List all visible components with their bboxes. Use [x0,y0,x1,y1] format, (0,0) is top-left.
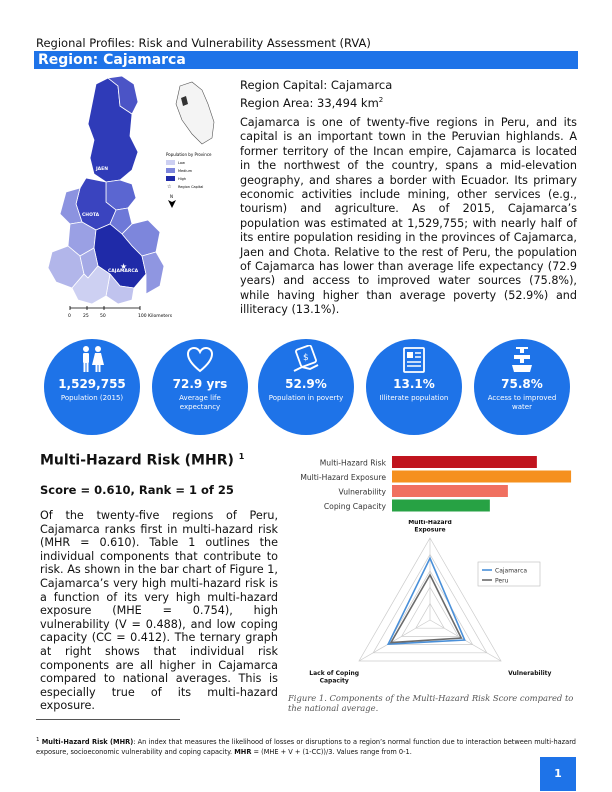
bar-vulnerability [392,485,508,497]
ternary-axis-label: Vulnerability [508,670,552,677]
running-header: Regional Profiles: Risk and Vulnerability Assessment (RVA) [36,36,371,50]
ternary-axis-label: Lack of Coping [309,670,360,677]
legend-label-high: High [178,177,187,181]
people-icon [78,345,106,375]
footnote-formula-term: MHR [234,747,252,756]
province-map-svg [36,74,236,322]
score-line: Score = 0.610, Rank = 1 of 25 [40,483,234,497]
footnote [36,736,576,757]
figure-caption: Figure 1. Components of the Multi-Hazard Risk Score compared to the national average. [288,693,574,713]
ternary-axis-label: Capacity [319,677,349,685]
region-area-unit-sup: 2 [378,96,384,104]
bar-coping-capacity [392,500,490,512]
region-map [36,74,236,322]
scale-label-0: 0 [68,314,71,319]
map-label-chota: CHOTA [82,213,100,218]
legend-star-icon: ☆ [167,184,172,190]
map-legend-title: Population by Province [166,152,212,157]
ternary-legend [478,562,540,586]
region-title-bar: Region: Cajamarca [34,51,578,69]
stat-illiteracy [366,339,462,435]
region-area-text: Region Area: 33,494 km [240,95,379,110]
bar-category-label: Multi-Hazard Risk [319,458,386,468]
stat-population [44,339,140,435]
stat-water-access [474,339,570,435]
faucet-icon [508,345,536,375]
intro-paragraph: Cajamarca is one of twenty-five regions in Peru, and its capital is an important town in the Peruvian highlands. A former territory of the Incan empire, Cajamarca is located in the northwest of the country, spans a mid-elevation geography, and shares a border with Ecuador. Its primary economic activities include mining, other services (e.g., tourism) and agriculture. As of 2015, Cajamarca’s population was estimated at 1,529,755; with nearly half of its entire population residing in the provinces of Cajamarca, Jaen and Chota. Relative to the rest of Peru, the population of Cajamarca has lower than average life expectancy (72.9 years) and access to improved water sources (75.8%), while having higher than average poverty (52.9%) and illiteracy (13.1%). [240,116,577,317]
footnote-number: 1 [36,737,40,743]
mhr-heading-footnote-ref: 1 [238,452,245,461]
stat-label: Population in poverty [268,394,344,402]
mhr-ternary-chart [300,520,560,690]
bar-category-label: Vulnerability [338,487,386,497]
scale-label-100: 100 Kilometers [138,314,173,319]
footnote-term: Multi-Hazard Risk (MHR) [41,738,134,747]
page-number: 1 [540,757,576,791]
region-capital: Region Capital: Cajamarca [240,78,393,92]
mhr-bar-chart [270,452,580,522]
stat-value: 72.9 yrs [172,377,228,391]
footnote-rule [36,719,180,720]
mhr-heading-text: Multi-Hazard Risk (MHR) [40,452,234,469]
heart-icon [186,345,214,375]
newspaper-icon [400,345,428,375]
legend-label-capital: Region Capital [178,185,204,189]
footnote-formula: = (MHE + V + (1-CC))/3. Values range from 0-1. [251,747,412,756]
north-label: N [170,194,173,199]
bar-chart-bars [300,456,571,512]
stat-label: Illiterate population [379,394,449,402]
stat-value: 52.9% [285,377,327,391]
footnote-text: : An index that measures the likelihood of losses or disruptions to a region’s normal function due to interaction between multi-hazard exposure, socioeconomic vulnerability and coping capacity. [36,738,576,756]
money-hand-icon [292,345,320,375]
legend-label: Peru [495,577,509,585]
legend-swatch-low [166,160,175,165]
bar-category-label: Coping Capacity [323,502,386,511]
scale-label-25: 25 [83,314,89,319]
ternary-series-cajamarca [388,558,464,644]
north-arrow-icon [168,200,176,208]
svg-text:$: $ [303,353,309,363]
bar-multi-hazard-exposure [392,471,571,483]
mhr-paragraph: Of the twenty-five regions of Peru, Cajamarca ranks first in multi-hazard risk (MHR = 0.610). Table 1 outlines the individual components that contribute to risk. As shown in the bar chart of Figure 1, Cajamarca’s very high multi-hazard risk is a function of its very high multi-hazard exposure (MHE = 0.754), high vulnerability (V = 0.488), and low coping capacity (CC = 0.412). The ternary graph at right shows that individual risk components are all higher in Cajamarca compared to national averages. This is especially true of its multi-hazard exposure. [40,509,278,713]
map-label-jaen: JAEN [96,167,108,172]
stat-label: Average life expectancy [179,394,221,411]
stat-label: Access to improved water [487,394,557,411]
stat-life-expectancy [152,339,248,435]
legend-label-low: Low [178,161,185,165]
stat-poverty [258,339,354,435]
legend-swatch-medium [166,168,175,173]
stat-label: Population (2015) [60,394,124,402]
ternary-axis-label: Exposure [414,526,446,534]
legend-swatch-high [166,176,175,181]
map-inset-peru [176,82,214,144]
scale-label-50: 50 [100,314,106,319]
region-area [240,93,383,111]
legend-label: Cajamarca [495,567,528,575]
ternary-axis-label: Multi-Hazard [408,520,452,526]
legend-label-medium: Medium [178,169,192,173]
stat-value: 13.1% [393,377,435,391]
map-capital-star-icon: ★ [120,262,128,271]
bar-category-label: Multi-Hazard Exposure [300,473,386,482]
bar-multi-hazard-risk [392,456,537,468]
ternary-chart-content [309,520,551,685]
map-label-cajamarca: CAJAMARCA [108,269,139,274]
stat-value: 75.8% [501,377,543,391]
stat-value: 1,529,755 [58,377,126,391]
mhr-heading [40,452,244,469]
